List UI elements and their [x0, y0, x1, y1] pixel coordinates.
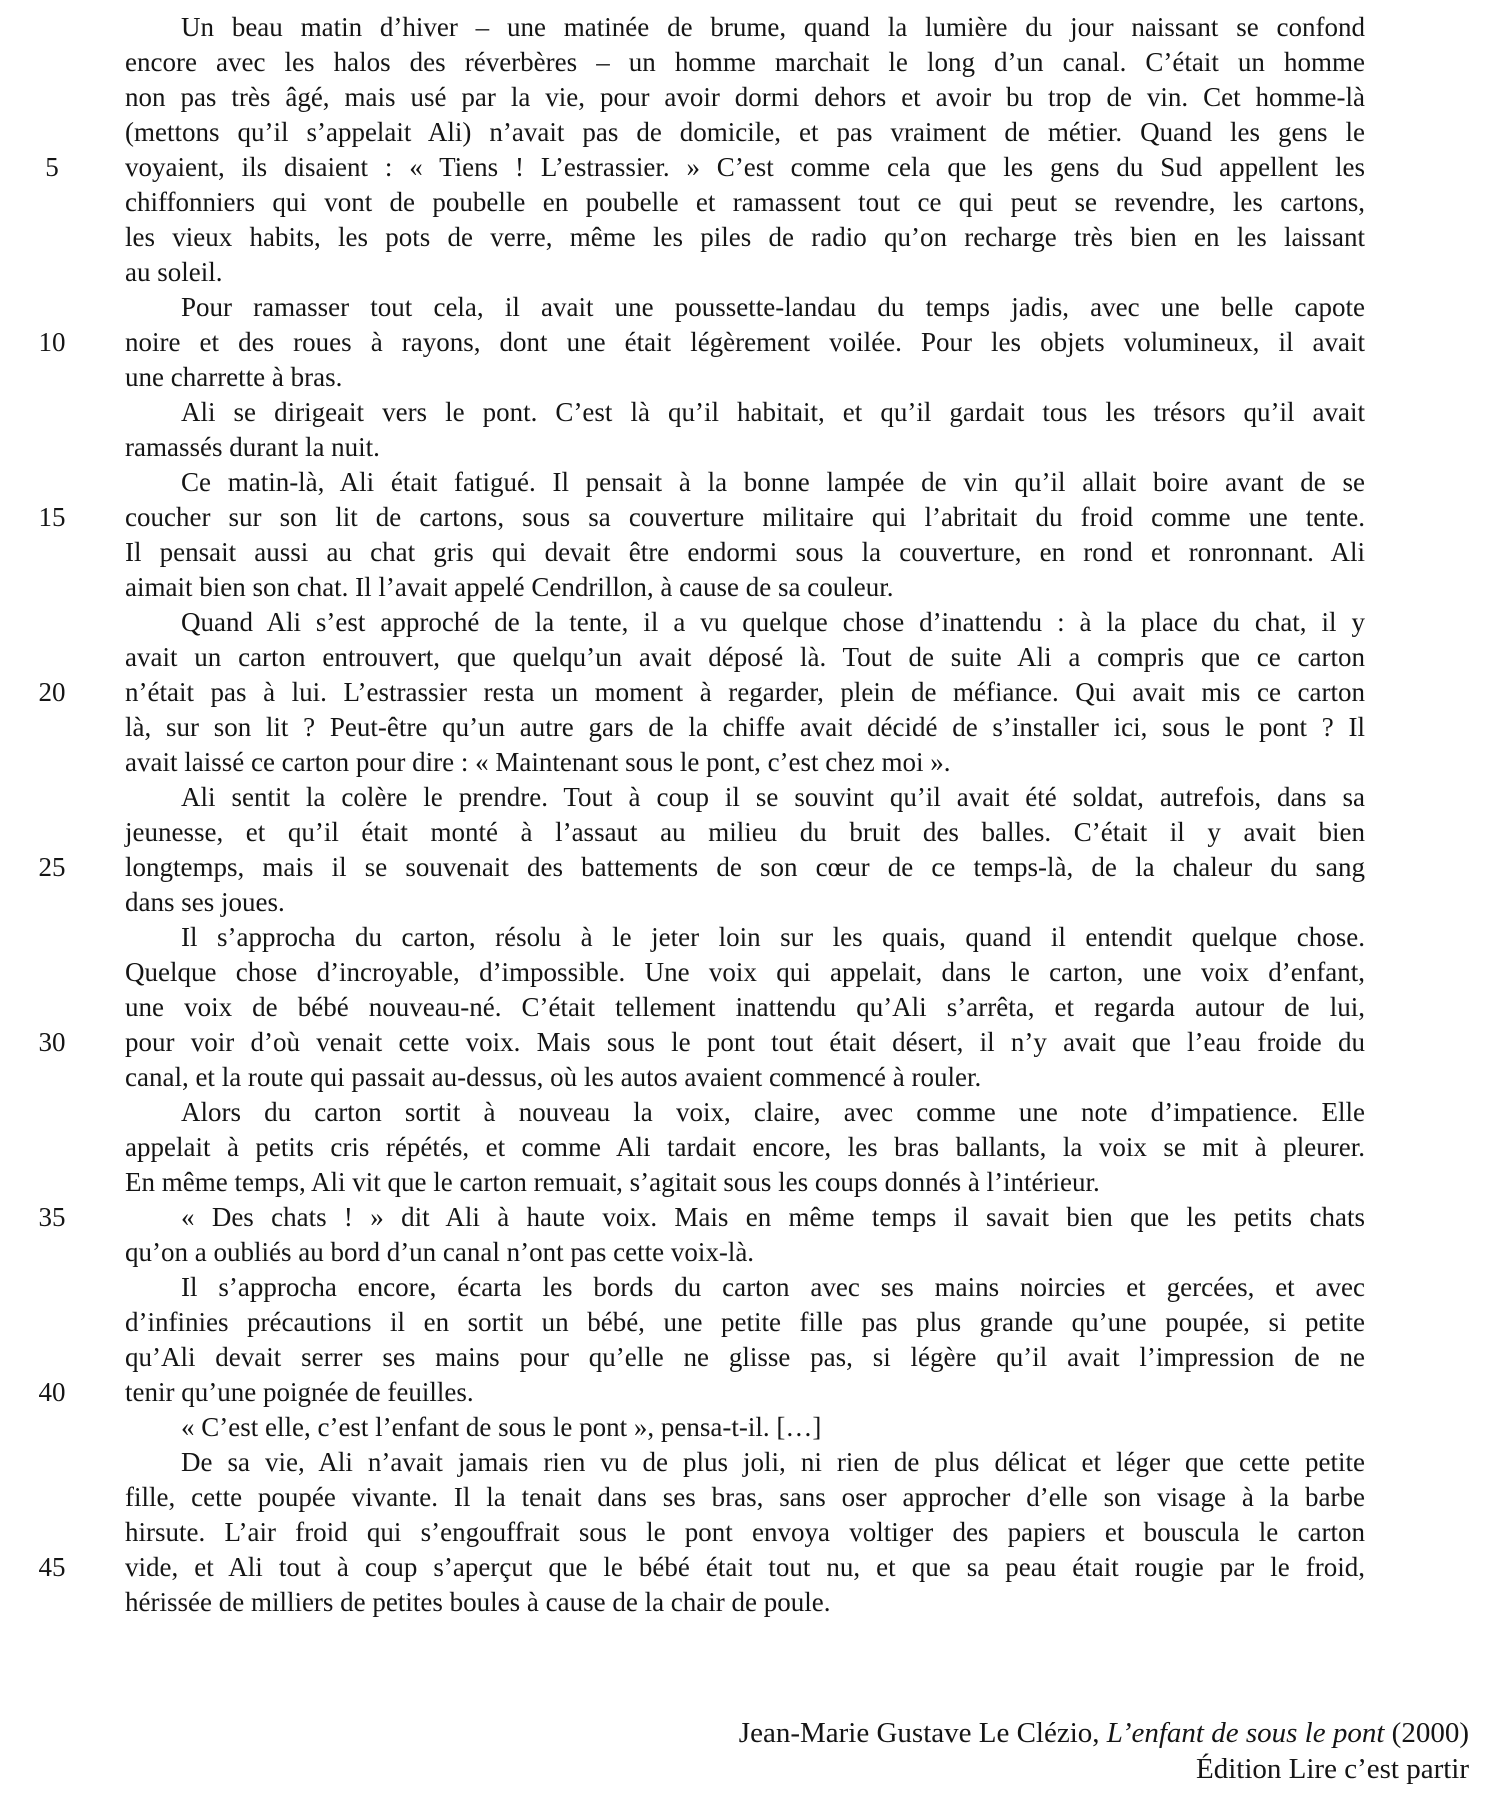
text-line: vide, et Ali tout à coup s’aperçut que le bébé était tout nu, et que sa peau était rougie par le froid, [125, 1552, 1365, 1582]
text-line: au soleil. [125, 257, 223, 287]
text-line: « C’est elle, c’est l’enfant de sous le pont », pensa-t-il. […] [181, 1412, 822, 1442]
line-number-gutter [0, 0, 120, 1700]
text-line: tenir qu’une poignée de feuilles. [125, 1377, 474, 1407]
citation-year: (2000) [1384, 1717, 1469, 1749]
text-line: aimait bien son chat. Il l’avait appelé Cendrillon, à cause de sa couleur. [125, 572, 894, 602]
text-line: Il pensait aussi au chat gris qui devait être endormi sous la couverture, en rond et ronronnant. Ali [125, 537, 1365, 567]
line-number: 15 [38, 502, 66, 532]
text-line: coucher sur son lit de cartons, sous sa couverture militaire qui l’abritait du froid comme une tente. [125, 502, 1365, 532]
text-line: longtemps, mais il se souvenait des battements de son cœur de ce temps-là, de la chaleur du sang [125, 852, 1365, 882]
text-line: « Des chats ! » dit Ali à haute voix. Mais en même temps il savait bien que les petits chats [181, 1202, 1365, 1232]
text-line: Ali se dirigeait vers le pont. C’est là qu’il habitait, et qu’il gardait tous les trésors qu’il avait [181, 397, 1365, 427]
text-line: fille, cette poupée vivante. Il la tenait dans ses bras, sans oser approcher d’elle son visage à la barbe [125, 1482, 1365, 1512]
line-number: 5 [45, 152, 59, 182]
text-line: qu’on a oubliés au bord d’un canal n’ont pas cette voix-là. [125, 1237, 755, 1267]
text-line: De sa vie, Ali n’avait jamais rien vu de plus joli, ni rien de plus délicat et léger que cette petite [181, 1447, 1365, 1477]
citation-work-title: L’enfant de sous le pont [1106, 1717, 1385, 1749]
text-line: Ali sentit la colère le prendre. Tout à coup il se souvint qu’il avait été soldat, autrefois, dans sa [181, 782, 1365, 812]
text-line: n’était pas à lui. L’estrassier resta un moment à regarder, plein de méfiance. Qui avait mis ce carton [125, 677, 1365, 707]
text-line: qu’Ali devait serrer ses mains pour qu’elle ne glisse pas, si légère qu’il avait l’impression de ne [125, 1342, 1365, 1372]
text-line: une voix de bébé nouveau-né. C’était tellement inattendu qu’Ali s’arrêta, et regarda autour de lui, [125, 992, 1365, 1022]
text-line: encore avec les halos des réverbères – un homme marchait le long d’un canal. C’était un homme [125, 47, 1365, 77]
text-line: Quelque chose d’incroyable, d’impossible. Une voix qui appelait, dans le carton, une voix d’enfant, [125, 957, 1365, 987]
text-line: Ce matin-là, Ali était fatigué. Il pensait à la bonne lampée de vin qu’il allait boire avant de se [181, 467, 1365, 497]
text-line: d’infinies précautions il en sortit un bébé, une petite fille pas plus grande qu’une poupée, si petite [125, 1307, 1365, 1337]
text-line: non pas très âgé, mais usé par la vie, pour avoir dormi dehors et avoir bu trop de vin. Cet homme-là [125, 82, 1365, 112]
text-line: En même temps, Ali vit que le carton remuait, s’agitait sous les coups donnés à l’intérieur. [125, 1167, 1100, 1197]
text-line: Un beau matin d’hiver – une matinée de brume, quand la lumière du jour naissant se confond [181, 12, 1365, 42]
text-line: une charrette à bras. [125, 362, 343, 392]
passage-text [125, 10, 1365, 1620]
citation-edition: Édition Lire c’est partir [1196, 1753, 1469, 1785]
line-number: 25 [38, 852, 66, 882]
text-line: appelait à petits cris répétés, et comme Ali tardait encore, les bras ballants, la voix se mit à pleurer. [125, 1132, 1365, 1162]
text-line: hirsute. L’air froid qui s’engouffrait sous le pont envoya voltiger des papiers et bouscula le carton [125, 1517, 1365, 1547]
text-line: avait laissé ce carton pour dire : « Maintenant sous le pont, c’est chez moi ». [125, 747, 951, 777]
text-line: les vieux habits, les pots de verre, même les piles de radio qu’on recharge très bien en les laissant [125, 222, 1365, 252]
text-line: canal, et la route qui passait au-dessus, où les autos avaient commencé à rouler. [125, 1062, 982, 1092]
text-line: avait un carton entrouvert, que quelqu’un avait déposé là. Tout de suite Ali a compris que ce carton [125, 642, 1365, 672]
text-line: là, sur son lit ? Peut-être qu’un autre gars de la chiffe avait décidé de s’installer ici, sous le pont ? Il [125, 712, 1365, 742]
line-number: 40 [38, 1377, 66, 1407]
line-number: 35 [38, 1202, 66, 1232]
text-line: dans ses joues. [125, 887, 285, 917]
text-line: (mettons qu’il s’appelait Ali) n’avait pas de domicile, et pas vraiment de métier. Quand les gens le [125, 117, 1365, 147]
line-number: 30 [38, 1027, 66, 1057]
text-line: chiffonniers qui vont de poubelle en poubelle et ramassent tout ce qui peut se revendre, les cartons, [125, 187, 1365, 217]
text-line: noire et des roues à rayons, dont une était légèrement voilée. Pour les objets volumineux, il avait [125, 327, 1365, 357]
text-line: voyaient, ils disaient : « Tiens ! L’estrassier. » C’est comme cela que les gens du Sud appellent les [125, 152, 1365, 182]
text-line: Quand Ali s’est approché de la tente, il a vu quelque chose d’inattendu : à la place du chat, il y [181, 607, 1365, 637]
text-line: Pour ramasser tout cela, il avait une poussette-landau du temps jadis, avec une belle capote [181, 292, 1365, 322]
text-line: Il s’approcha du carton, résolu à le jeter loin sur les quais, quand il entendit quelque chose. [181, 922, 1365, 952]
line-number: 45 [38, 1552, 66, 1582]
text-line: Alors du carton sortit à nouveau la voix, claire, avec comme une note d’impatience. Elle [181, 1097, 1365, 1127]
line-number: 20 [38, 677, 66, 707]
citation-line [569, 1715, 1469, 1751]
line-number: 10 [38, 327, 66, 357]
text-line: jeunesse, et qu’il était monté à l’assaut au milieu du bruit des balles. C’était il y avait bien [125, 817, 1365, 847]
text-line: hérissée de milliers de petites boules à cause de la chair de poule. [125, 1587, 831, 1617]
citation-author: Jean-Marie Gustave Le Clézio, [738, 1717, 1107, 1749]
text-line: Il s’approcha encore, écarta les bords du carton avec ses mains noircies et gercées, et avec [181, 1272, 1365, 1302]
text-line: pour voir d’où venait cette voix. Mais sous le pont tout était désert, il n’y avait que l’eau froide du [125, 1027, 1365, 1057]
text-line: ramassés durant la nuit. [125, 432, 380, 462]
source-citation [569, 1715, 1469, 1787]
